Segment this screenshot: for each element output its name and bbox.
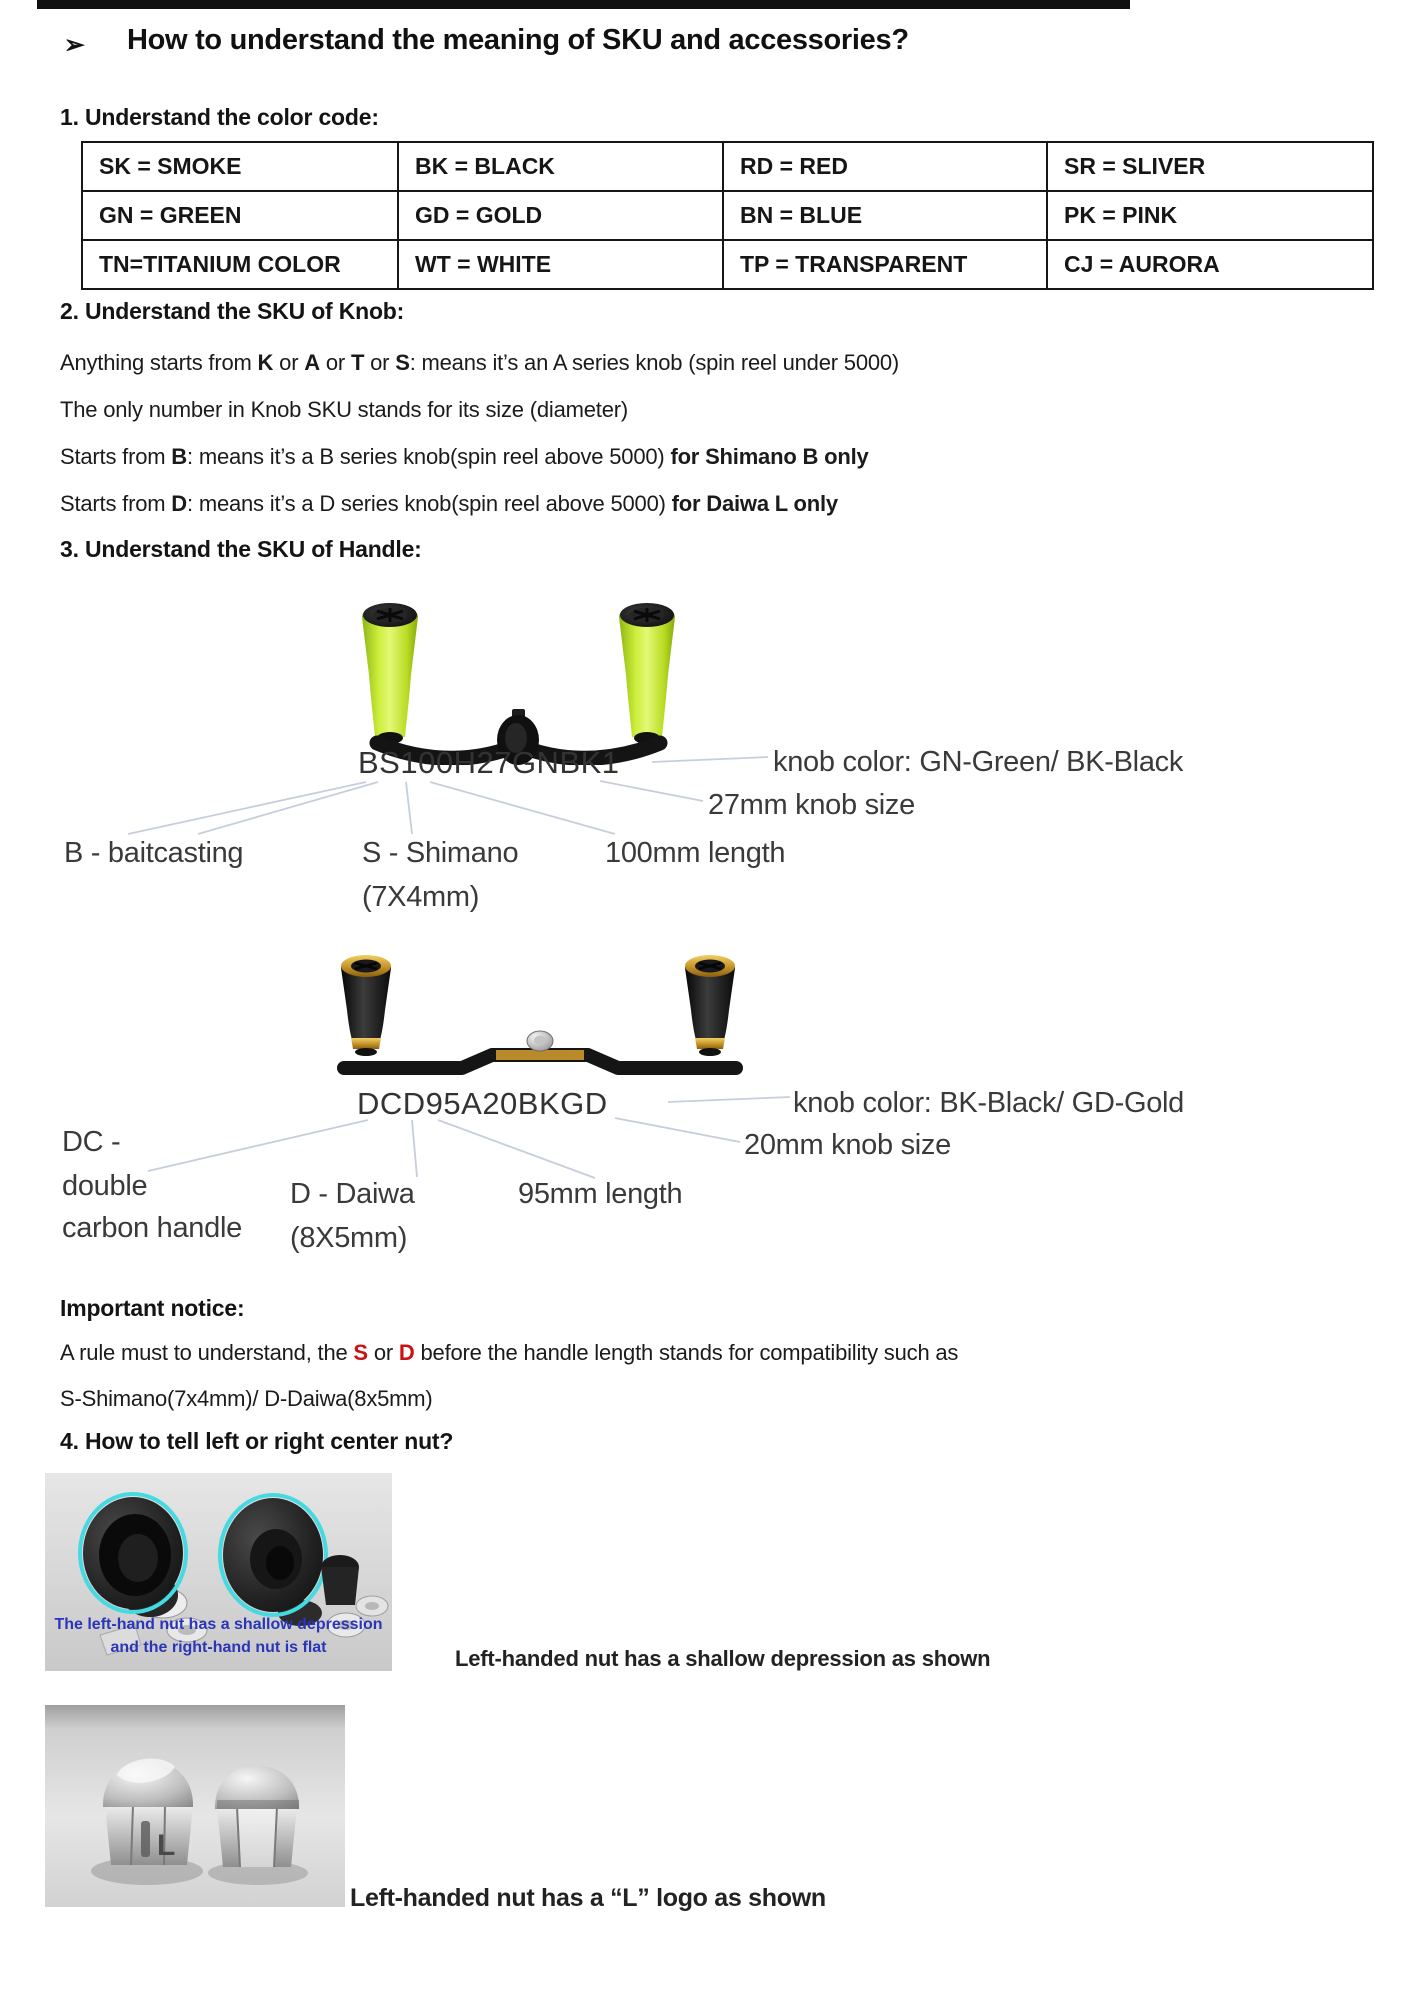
table-cell: SR = SLIVER <box>1047 142 1373 191</box>
text-segment: or <box>273 350 305 375</box>
notice-line-1 <box>60 1340 958 1366</box>
text-segment-bold: A <box>304 350 320 375</box>
table-cell: RD = RED <box>723 142 1047 191</box>
table-cell: BK = BLACK <box>398 142 723 191</box>
handle2-dc-label-line1: DC - <box>62 1126 121 1158</box>
nut-depression-photo <box>45 1473 392 1671</box>
handle2-right-knob <box>685 955 735 1056</box>
handle2-sku: DCD95A20BKGD <box>357 1086 608 1121</box>
photo1-caption: Left-handed nut has a shallow depression as shown <box>455 1646 991 1671</box>
title-arrow-bullet: ➢ <box>64 31 85 59</box>
table-cell: TN=TITANIUM COLOR <box>82 240 398 289</box>
text-segment: or <box>319 350 351 375</box>
handle2-d-sublabel: (8X5mm) <box>290 1222 408 1254</box>
text-segment-bold: K <box>257 350 274 375</box>
handle2-dc-label-line3: carbon handle <box>62 1212 242 1244</box>
handle2-dc-label-line2: double <box>62 1170 148 1202</box>
photo1-overlay-text-line1: The left-hand nut has a shallow depression <box>54 1616 383 1633</box>
handle2-knob-size-label: 20mm knob size <box>744 1129 951 1161</box>
table-cell: TP = TRANSPARENT <box>723 240 1047 289</box>
text-segment-bold: for Shimano B only <box>670 444 869 469</box>
notice-line-2: S-Shimano(7x4mm)/ D-Daiwa(8x5mm) <box>60 1386 433 1411</box>
table-cell: SK = SMOKE <box>82 142 398 191</box>
handle1-knob-size-label: 27mm knob size <box>708 789 915 821</box>
section1-heading: 1. Understand the color code: <box>60 104 379 130</box>
photo2-caption: Left-handed nut has a “L” logo as shown <box>350 1884 826 1912</box>
handle1-right-knob <box>619 603 675 744</box>
table-row <box>82 142 1373 191</box>
table-cell: CJ = AURORA <box>1047 240 1373 289</box>
handle1-s-label: S - Shimano <box>362 837 519 869</box>
text-segment: before the handle length stands for compatibility such as <box>414 1340 959 1365</box>
handle2-d-label: D - Daiwa <box>290 1178 415 1210</box>
text-segment-bold: for Daiwa L only <box>671 491 838 516</box>
photo1-overlay-text-line2: and the right-hand nut is flat <box>110 1639 327 1656</box>
color-code-table <box>81 141 1374 290</box>
knob-rule-line-4 <box>60 491 838 517</box>
text-segment: Anything starts from <box>60 350 258 375</box>
text-segment-red-d: D <box>398 1340 415 1365</box>
nut-l-logo-photo-graphic <box>45 1705 345 1907</box>
handle1-s-sublabel: (7X4mm) <box>362 881 480 913</box>
text-segment: Starts from <box>60 444 172 469</box>
text-segment-bold: D <box>171 491 187 516</box>
text-segment-bold: S <box>395 350 410 375</box>
text-segment-bold: B <box>171 444 187 469</box>
table-row <box>82 191 1373 240</box>
text-segment: or <box>364 350 396 375</box>
l-logo-mark: L <box>157 1829 176 1862</box>
text-segment-red-s: S <box>353 1340 368 1365</box>
knob-rule-line-1 <box>60 350 899 376</box>
handle1-knob-color-label: knob color: GN-Green/ BK-Black <box>773 746 1184 778</box>
table-cell: GN = GREEN <box>82 191 398 240</box>
text-segment: A rule must to understand, the <box>60 1340 354 1365</box>
knob-rule-line-2: The only number in Knob SKU stands for its size (diameter) <box>60 397 628 422</box>
table-cell: PK = PINK <box>1047 191 1373 240</box>
text-segment: or <box>367 1340 399 1365</box>
handle1-length-label: 100mm length <box>605 837 786 869</box>
table-cell: BN = BLUE <box>723 191 1047 240</box>
table-cell: WT = WHITE <box>398 240 723 289</box>
handle1-left-knob <box>362 603 418 744</box>
text-segment: : means it’s a B series knob(spin reel above 5000) <box>187 444 671 469</box>
handle-image-black-gold <box>330 952 750 1084</box>
table-row <box>82 240 1373 289</box>
section2-heading: 2. Understand the SKU of Knob: <box>60 298 405 324</box>
handle1-b-label: B - baitcasting <box>64 837 244 869</box>
section3-heading: 3. Understand the SKU of Handle: <box>60 536 422 562</box>
notice-heading: Important notice: <box>60 1295 245 1321</box>
handle2-knob-color-label: knob color: BK-Black/ GD-Gold <box>793 1087 1184 1119</box>
text-segment: : means it’s an A series knob (spin reel under 5000) <box>409 350 900 375</box>
section4-heading: 4. How to tell left or right center nut? <box>60 1428 454 1454</box>
table-cell: GD = GOLD <box>398 191 723 240</box>
nut-l-logo-photo <box>45 1705 345 1907</box>
text-segment: Starts from <box>60 491 172 516</box>
text-segment-bold: T <box>350 350 365 375</box>
handle2-length-label: 95mm length <box>518 1178 683 1210</box>
handle2-left-knob <box>341 955 391 1056</box>
handle-image-green <box>330 597 710 765</box>
handle1-sku: BS100H27GNBK1 <box>358 745 620 780</box>
page-title: How to understand the meaning of SKU and accessories? <box>127 24 909 56</box>
text-segment: : means it’s a D series knob(spin reel above 5000) <box>187 491 672 516</box>
knob-rule-line-3 <box>60 444 869 470</box>
